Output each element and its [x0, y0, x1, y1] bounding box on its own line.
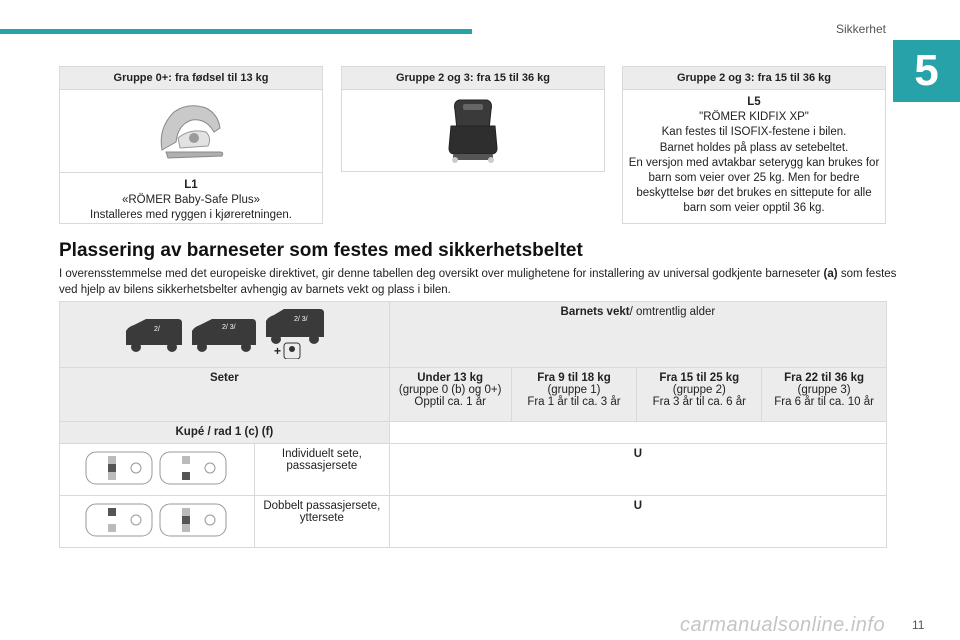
seat-note: Barnet holdes på plass av setebeltet.	[659, 141, 849, 154]
baby-seat-icon	[60, 90, 322, 173]
seat-code: L5	[747, 96, 761, 108]
vehicle-icons-cell	[60, 302, 390, 368]
seat-type-label: Dobbelt passasjersete, yttersete	[254, 496, 389, 548]
seat-diagram-cell	[60, 496, 255, 548]
van-icons	[124, 307, 324, 359]
seat-model: «RÖMER Baby-Safe Plus»	[121, 194, 261, 206]
section-title: Plassering av barneseter som festes med sikkerhetsbeltet	[59, 240, 583, 261]
col-group: (gruppe 1)	[547, 384, 601, 396]
seat-code: L1	[184, 179, 198, 191]
seat-note: En versjon med avtakbar seterygg kan brukes for barn som veier over 25 kg. Men for bedre beskyttelse bør det brukes en sittepute for alle barn som veier opptil 36 kg.	[628, 156, 880, 215]
col-under-13	[389, 368, 511, 422]
seat-value: U	[389, 496, 886, 548]
row-group-label: Kupé / rad 1 (c) (f)	[60, 422, 390, 444]
col-age: Opptil ca. 1 år	[414, 396, 486, 408]
watermark: carmanualsonline.info	[680, 614, 886, 636]
weight-header	[389, 302, 886, 368]
intro-text: I overensstemmelse med det europeiske direktivet, gir denne tabellen deg oversikt over mulighetene for installering av universal godkjente barneseter	[59, 268, 821, 280]
seat-value: U	[389, 444, 886, 496]
card-heading: Gruppe 2 og 3: fra 15 til 36 kg	[342, 67, 604, 90]
section-header: Sikkerhet	[835, 22, 886, 36]
col-22-36	[762, 368, 887, 422]
svg-text:2/ 3/: 2/ 3/	[294, 316, 308, 323]
col-age: Fra 6 år til ca. 10 år	[774, 396, 874, 408]
seat-note: Installeres med ryggen i kjøreretningen.	[90, 209, 292, 221]
seat-placement-table	[59, 301, 887, 548]
svg-text:2/: 2/	[154, 326, 161, 333]
chapter-number-tab: 5	[893, 40, 960, 102]
col-age: Fra 1 år til ca. 3 år	[527, 396, 621, 408]
top-accent-bar	[0, 29, 472, 34]
svg-text:2/ 3/: 2/ 3/	[222, 324, 236, 331]
weight-title: Barnets vekt	[560, 306, 630, 318]
seat-diagram-icon	[82, 448, 232, 488]
seats-label: Seter	[60, 368, 390, 422]
col-title: Fra 9 til 18 kg	[537, 372, 611, 384]
col-title: Fra 15 til 25 kg	[659, 372, 740, 384]
weight-subtitle: / omtrentlig alder	[629, 306, 716, 318]
seat-type-label: Individuelt sete, passasjersete	[254, 444, 389, 496]
card-group-0plus	[59, 66, 323, 224]
card-group-2-3-text	[622, 66, 886, 224]
card-heading: Gruppe 0+: fra fødsel til 13 kg	[60, 67, 322, 90]
card-group-2-3-image	[341, 66, 605, 172]
col-group: (gruppe 2)	[672, 384, 726, 396]
col-title: Under 13 kg	[417, 372, 484, 384]
seat-note: Kan festes til ISOFIX-festene i bilen.	[661, 126, 847, 139]
svg-text:+: +	[274, 344, 282, 358]
seat-model: "RÖMER KIDFIX XP"	[699, 111, 809, 124]
seat-diagram-icon	[82, 500, 232, 540]
intro-text-end: som festes ved hjelp av bilens sikkerhetsbelter avhengig av barnets vekt og plass i bilen.	[59, 268, 897, 296]
row-group-filler	[389, 422, 886, 444]
card-heading: Gruppe 2 og 3: fra 15 til 36 kg	[623, 67, 885, 90]
col-9-18	[511, 368, 637, 422]
col-group: (gruppe 0 (b) og 0+)	[398, 384, 502, 396]
intro-paragraph	[59, 266, 899, 298]
col-title: Fra 22 til 36 kg	[784, 372, 865, 384]
seat-diagram-cell	[60, 444, 255, 496]
intro-ref: (a)	[823, 268, 838, 280]
page-number: 11	[912, 618, 925, 632]
col-group: (gruppe 3)	[797, 384, 851, 396]
col-15-25	[637, 368, 762, 422]
booster-seat-icon	[342, 90, 604, 172]
col-age: Fra 3 år til ca. 6 år	[652, 396, 746, 408]
